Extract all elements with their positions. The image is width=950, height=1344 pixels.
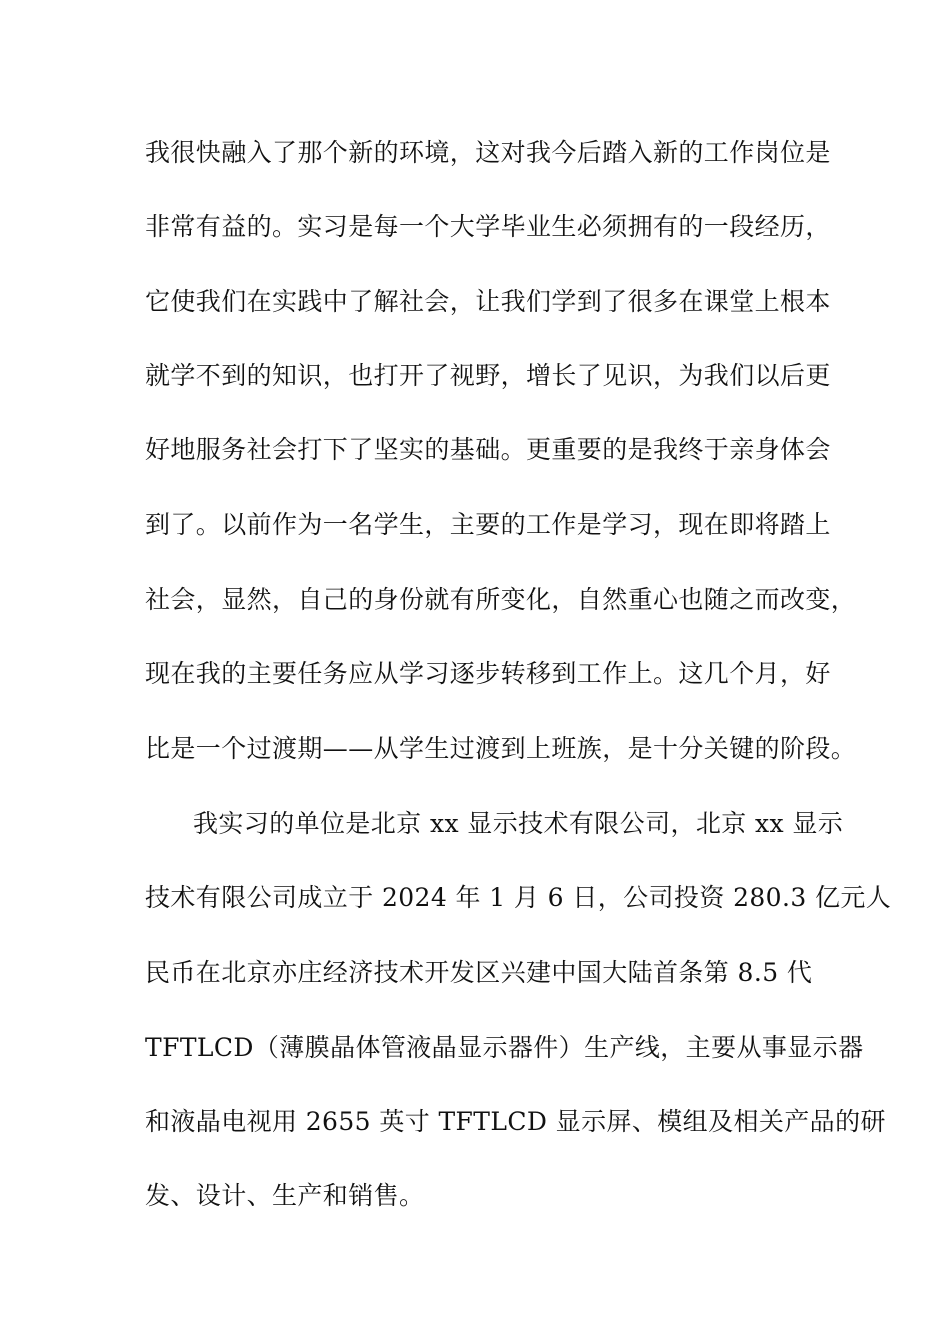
- paragraph-line: 发、设计、生产和销售。: [145, 1181, 425, 1210]
- paragraph-line: TFTLCD（薄膜晶体管液晶显示器件）生产线，主要从事显示器: [145, 1033, 864, 1062]
- paragraph-line: 就学不到的知识，也打开了视野，增长了见识，为我们以后更: [145, 361, 831, 390]
- paragraph-line: 现在我的主要任务应从学习逐步转移到工作上。这几个月，好: [145, 659, 831, 688]
- paragraph-line: 社会，显然，自己的身份就有所变化，自然重心也随之而改变，: [145, 585, 857, 614]
- paragraph-line: 比是一个过渡期——从学生过渡到上班族，是十分关键的阶段。: [145, 734, 857, 763]
- paragraph-line: 非常有益的。实习是每一个大学毕业生必须拥有的一段经历，: [145, 212, 831, 241]
- paragraph-line: 它使我们在实践中了解社会，让我们学到了很多在课堂上根本: [145, 287, 831, 316]
- paragraph-line: 我很快融入了那个新的环境，这对我今后踏入新的工作岗位是: [145, 138, 831, 167]
- paragraph-line: 我实习的单位是北京 xx 显示技术有限公司，北京 xx 显示: [193, 809, 844, 838]
- paragraph-line: 好地服务社会打下了坚实的基础。更重要的是我终于亲身体会: [145, 435, 831, 464]
- paragraph-line: 技术有限公司成立于 2024 年 1 月 6 日，公司投资 280.3 亿元人: [145, 883, 892, 912]
- paragraph-line: 和液晶电视用 2655 英寸 TFTLCD 显示屏、模组及相关产品的研: [145, 1107, 886, 1136]
- paragraph-line: 到了。以前作为一名学生，主要的工作是学习，现在即将踏上: [145, 510, 831, 539]
- paragraph-line: 民币在北京亦庄经济技术开发区兴建中国大陆首条第 8.5 代: [145, 958, 813, 987]
